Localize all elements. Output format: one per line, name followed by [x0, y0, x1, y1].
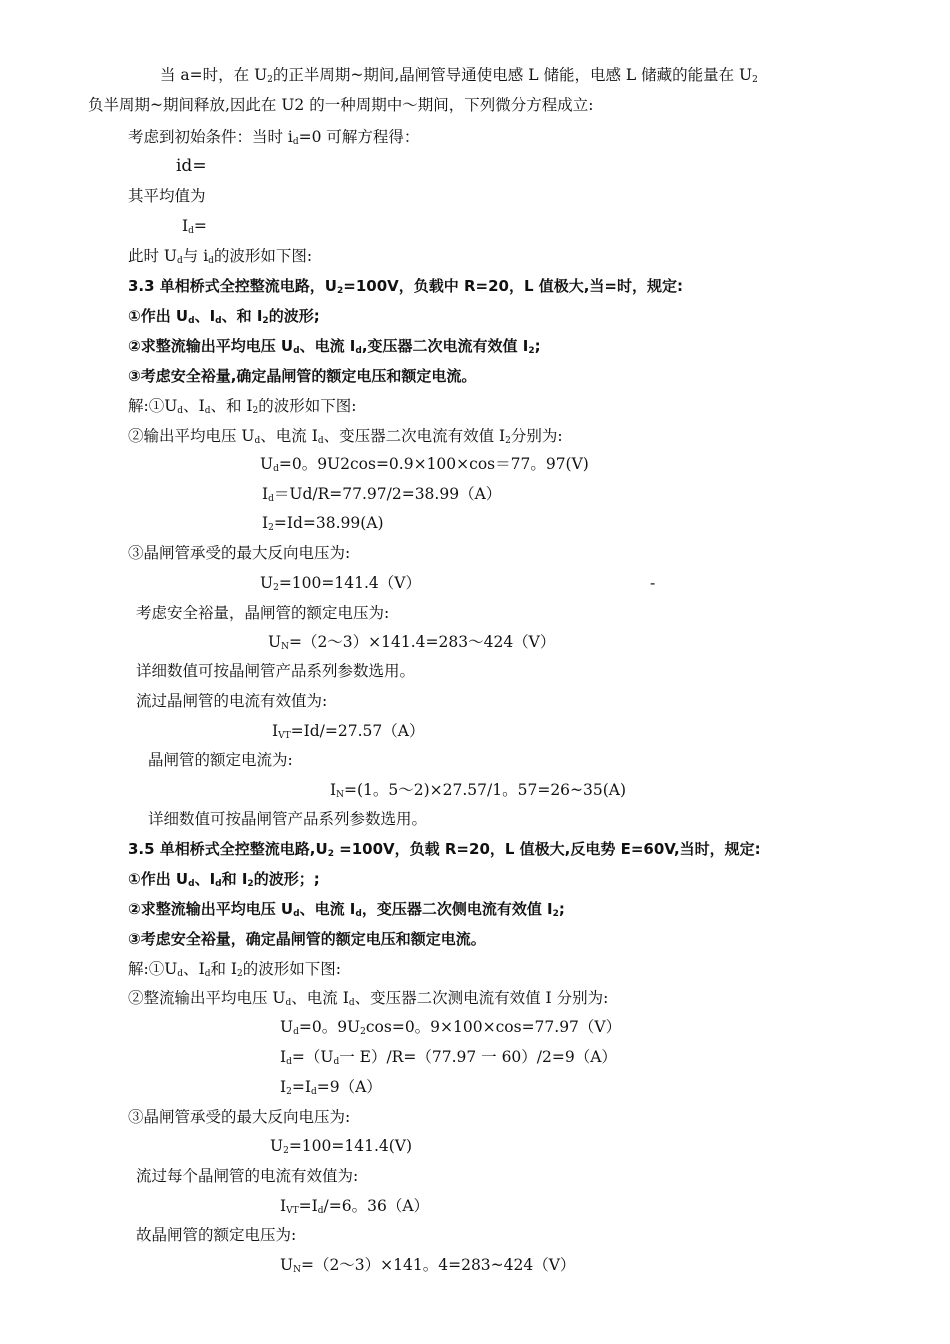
- text-line-l02: [88, 94, 593, 116]
- text-run: ③晶闸管承受的最大反向电压为:: [128, 544, 351, 562]
- text-run: =100V，负载 R=20，L 值极大,反电势 E=60V,当时，规定:: [333, 840, 761, 858]
- text-line-l10: [128, 335, 541, 357]
- subscript: 2: [268, 523, 274, 533]
- text-line-l23: [272, 720, 424, 742]
- text-run: 、变压器二次测电流有效值 I 分别为:: [354, 989, 609, 1007]
- text-run: =I: [298, 1197, 318, 1215]
- subscript: d: [188, 316, 195, 326]
- text-run: 晶闸管的额定电流为:: [148, 751, 293, 769]
- subscript: 2: [283, 1146, 289, 1156]
- text-run: 详细数值可按晶闸管产品系列参数选用。: [148, 810, 428, 828]
- text-run: =0。9U2cos=0.9×100×cos＝77。97(V): [278, 455, 589, 473]
- text-run: 、电流 I: [291, 989, 349, 1007]
- text-line-l15: [262, 483, 501, 505]
- subscript: 2: [273, 583, 279, 593]
- subscript: d: [355, 346, 362, 356]
- text-line-l40: [136, 1224, 296, 1246]
- subscript: d: [292, 137, 299, 147]
- subscript: 2: [237, 969, 243, 979]
- subscript: d: [293, 346, 300, 356]
- subscript: d: [293, 1027, 299, 1037]
- text-run: 其平均值为: [128, 187, 206, 205]
- text-run: 、电流 I: [260, 427, 318, 445]
- text-run: 、I: [194, 307, 216, 325]
- text-run: 、I: [194, 870, 216, 888]
- text-line-l14: [260, 453, 589, 475]
- text-run: =100=141.4（V）: [278, 574, 421, 592]
- text-run: 负半周期~期间释放,因此在 U2 的一种周期中～期间，下列微分方程成立:: [88, 96, 594, 114]
- text-line-l37: [270, 1135, 412, 1157]
- text-run: ②整流输出平均电压 U: [128, 989, 286, 1007]
- text-run: ③考虑安全裕量，确定晶闸管的额定电压和额定电流。: [128, 930, 486, 948]
- text-line-l03: [128, 126, 419, 148]
- subscript: d: [333, 1057, 340, 1067]
- subscript: d: [177, 969, 184, 979]
- text-run: ,变压器二次电流有效值 I: [361, 337, 529, 355]
- subscript: d: [204, 969, 211, 979]
- text-run: =9（A）: [316, 1078, 382, 1096]
- text-line-l41: [280, 1254, 575, 1276]
- text-line-l01: [160, 64, 758, 86]
- text-line-l32: [128, 987, 608, 1009]
- subscript: 2: [262, 316, 269, 326]
- text-run: 的正半周期~期间,晶闸管导通使电感 L 储能，电感 L 储藏的能量在 U: [272, 66, 753, 84]
- text-run: I: [280, 1048, 287, 1066]
- subscript: d: [208, 256, 214, 266]
- subscript: 2: [552, 909, 559, 919]
- text-run: 的波形如下图:: [242, 960, 341, 978]
- text-line-l06: [182, 215, 207, 237]
- text-line-l20: [268, 631, 555, 653]
- text-run: I: [262, 514, 269, 532]
- subscript: d: [188, 879, 195, 889]
- subscript: 2: [286, 1087, 292, 1097]
- text-run: =0 可解方程得：: [298, 128, 420, 146]
- text-run: 和 I: [210, 960, 238, 978]
- subscript: d: [268, 494, 274, 504]
- subscript: 2: [247, 879, 254, 889]
- text-line-l09: [128, 305, 320, 327]
- text-run: 考虑到初始条件：当时 i: [128, 128, 293, 146]
- subscript: VT: [286, 1206, 299, 1216]
- subscript: d: [215, 316, 222, 326]
- subscript: 2: [528, 346, 535, 356]
- text-line-l39: [280, 1195, 429, 1217]
- text-run: 分别为:: [510, 427, 563, 445]
- text-run: ②输出平均电压 U: [128, 427, 255, 445]
- text-run: 一 E）/R=（77.97 一 60）/2=9（A）: [339, 1048, 617, 1066]
- subscript: d: [317, 436, 324, 446]
- text-run: U: [268, 633, 282, 651]
- text-run: =: [193, 217, 207, 235]
- subscript: d: [317, 1206, 324, 1216]
- text-line-l30: [128, 928, 486, 950]
- text-run: ;: [534, 337, 541, 355]
- text-line-l31: [128, 958, 341, 980]
- text-line-l36: [128, 1106, 350, 1128]
- text-line-l22: [136, 690, 327, 712]
- text-run: 的波形如下图:: [213, 247, 313, 265]
- text-line-l26: [148, 808, 427, 830]
- text-line-l29: [128, 898, 565, 920]
- text-line-l05: [128, 185, 206, 207]
- text-run: U: [260, 455, 274, 473]
- text-run: =（U: [291, 1048, 334, 1066]
- subscript: d: [254, 436, 261, 446]
- text-line-l38: [136, 1165, 358, 1187]
- text-run: 的波形;: [268, 307, 320, 325]
- text-line-l08: [128, 275, 683, 297]
- text-run: 、和 I: [221, 307, 263, 325]
- text-run: U: [280, 1018, 294, 1036]
- subscript: 2: [360, 1027, 366, 1037]
- text-run: 当 a=时，在 U: [160, 66, 268, 84]
- subscript: 2: [336, 286, 344, 296]
- text-line-l33: [280, 1016, 621, 1038]
- subscript: 2: [752, 75, 758, 85]
- text-run: ＝Ud/R=77.97/2=38.99（A）: [273, 485, 502, 503]
- subscript: d: [188, 226, 194, 236]
- text-run: ③考虑安全裕量,确定晶闸管的额定电压和额定电流。: [128, 367, 477, 385]
- text-run: 的波形；;: [253, 870, 320, 888]
- subscript: d: [177, 406, 184, 416]
- text-line-l35: [280, 1076, 382, 1098]
- text-run: U: [260, 574, 274, 592]
- text-run: =0。9U: [298, 1018, 361, 1036]
- text-run: I: [330, 781, 337, 799]
- subscript: d: [204, 406, 211, 416]
- text-run: I: [262, 485, 269, 503]
- text-run: -: [650, 574, 656, 592]
- text-run: ;: [558, 900, 565, 918]
- text-line-l13: [128, 425, 563, 447]
- text-run: 、I: [183, 397, 205, 415]
- text-line-l16: [262, 512, 384, 534]
- text-run: ②求整流输出平均电压 U: [128, 900, 294, 918]
- text-run: I: [272, 722, 279, 740]
- text-line-l21: [136, 660, 415, 682]
- text-line-l18: [260, 572, 421, 594]
- text-run: =（2～3）×141。4=283~424（V）: [300, 1256, 576, 1274]
- text-run: =I: [291, 1078, 311, 1096]
- text-run: ①作出 U: [128, 870, 189, 888]
- subscript: 2: [267, 75, 273, 85]
- text-run: U: [280, 1256, 294, 1274]
- subscript: d: [215, 879, 222, 889]
- text-run: 解:①U: [128, 960, 178, 978]
- text-run: U: [270, 1137, 284, 1155]
- text-line-l18b: [650, 572, 655, 594]
- text-line-l11: [128, 365, 476, 387]
- text-run: 、电流 I: [299, 337, 356, 355]
- text-run: I: [280, 1078, 287, 1096]
- subscript: 2: [505, 436, 511, 446]
- text-run: =Id/=27.57（A）: [290, 722, 425, 740]
- subscript: N: [293, 1265, 301, 1275]
- text-line-l07: [128, 245, 312, 267]
- text-run: =100V，负载中 R=20，L 值极大,当=时，规定:: [343, 277, 683, 295]
- text-run: I: [182, 217, 189, 235]
- subscript: N: [336, 790, 344, 800]
- text-run: 、变压器二次电流有效值 I: [323, 427, 506, 445]
- subscript: d: [293, 909, 300, 919]
- text-run: 、和 I: [210, 397, 253, 415]
- text-run: 此时 U: [128, 247, 177, 265]
- subscript: 2: [252, 406, 259, 416]
- text-run: 详细数值可按晶闸管产品系列参数选用。: [136, 662, 416, 680]
- subscript: 2: [327, 849, 334, 859]
- text-run: 故晶闸管的额定电压为:: [136, 1226, 297, 1244]
- text-run: ②求整流输出平均电压 U: [128, 337, 294, 355]
- text-line-l34: [280, 1046, 617, 1068]
- text-run: 和 I: [221, 870, 248, 888]
- subscript: VT: [278, 731, 291, 741]
- text-run: ，变压器二次侧电流有效值 I: [361, 900, 553, 918]
- subscript: d: [355, 909, 362, 919]
- text-line-l28: [128, 868, 320, 890]
- text-run: I: [280, 1197, 287, 1215]
- subscript: d: [273, 464, 279, 474]
- subscript: d: [348, 998, 355, 1008]
- text-run: =(1。5～2)×27.57/1。57=26~35(A): [344, 781, 627, 799]
- text-line-l24: [148, 749, 293, 771]
- text-line-l27: [128, 838, 761, 860]
- text-run: 、I: [183, 960, 205, 978]
- text-run: 流过每个晶闸管的电流有效值为:: [136, 1167, 359, 1185]
- text-run: ③晶闸管承受的最大反向电压为:: [128, 1108, 351, 1126]
- text-run: =100=141.4(V): [288, 1137, 413, 1155]
- text-run: ①作出 U: [128, 307, 189, 325]
- text-line-l17: [128, 542, 350, 564]
- text-run: 、电流 I: [299, 900, 356, 918]
- text-line-l19: [136, 602, 389, 624]
- subscript: d: [285, 998, 292, 1008]
- text-run: 3.5 单相桥式全控整流电路,U: [128, 840, 328, 858]
- subscript: d: [286, 1057, 292, 1067]
- subscript: d: [310, 1087, 317, 1097]
- text-run: 考虑安全裕量，晶闸管的额定电压为:: [136, 604, 390, 622]
- text-run: =Id=38.99(A): [273, 514, 384, 532]
- text-run: 与 i: [182, 247, 209, 265]
- text-run: 流过晶闸管的电流有效值为:: [136, 692, 328, 710]
- text-run: 的波形如下图:: [258, 397, 357, 415]
- subscript: d: [177, 256, 183, 266]
- text-line-l12: [128, 395, 356, 417]
- text-run: /=6。36（A）: [323, 1197, 430, 1215]
- text-line-l04: [176, 155, 207, 177]
- text-run: =（2～3）×141.4=283～424（V）: [288, 633, 556, 651]
- text-run: 解:①U: [128, 397, 178, 415]
- subscript: N: [281, 642, 289, 652]
- text-run: cos=0。9×100×cos=77.97（V）: [365, 1018, 622, 1036]
- text-line-l25: [330, 779, 626, 801]
- text-run: 3.3 单相桥式全控整流电路，U: [128, 277, 337, 295]
- text-run: id=: [176, 156, 207, 176]
